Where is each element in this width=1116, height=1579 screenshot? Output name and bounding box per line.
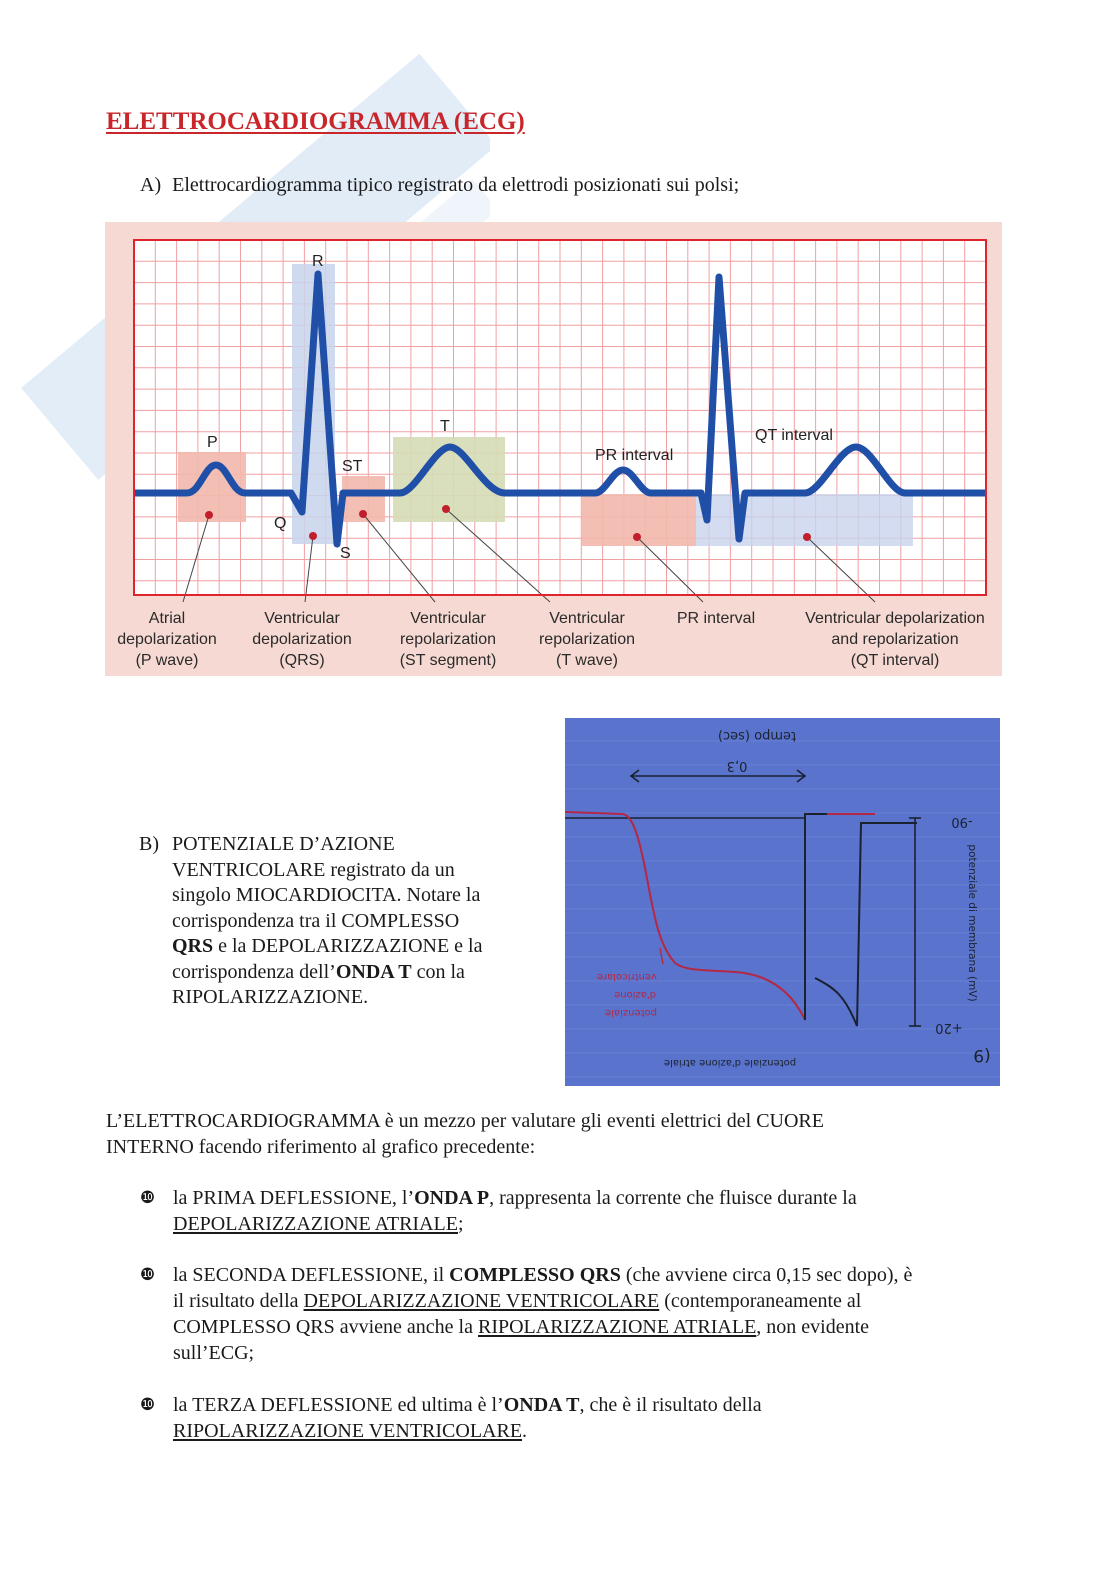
- label-r: R: [312, 253, 324, 270]
- ecg-caption-line: (QRS): [279, 652, 325, 669]
- text-line: [173, 1392, 1020, 1418]
- text-line: [172, 883, 532, 909]
- text-line: [172, 985, 532, 1011]
- ecg-diagram: [105, 222, 1002, 676]
- section-b-text: [172, 832, 532, 1011]
- bullet-item: [140, 1392, 1020, 1444]
- text-run: corrispondenza dell’: [172, 960, 336, 983]
- y-bottom-label: +20: [935, 1020, 963, 1035]
- ecg-caption-line: Ventricular: [549, 610, 625, 627]
- text-line: [173, 1262, 1020, 1288]
- intro-line-1: L’ELETTROCARDIOGRAMMA è un mezzo per valutare gli eventi elettrici del CUORE: [106, 1110, 824, 1132]
- ecg-caption-line: PR interval: [676, 610, 756, 627]
- section-a-marker: A): [140, 174, 162, 196]
- corner-label: (9: [973, 1045, 991, 1065]
- text-run: (che avviene circa 0,15 sec dopo), è: [620, 1264, 913, 1286]
- circled-ten-icon: ❿: [140, 1188, 156, 1208]
- label-qt-interval: QT interval: [755, 427, 833, 444]
- text-run: la PRIMA DEFLESSIONE, l’: [173, 1187, 415, 1209]
- bullet-text: [173, 1262, 1020, 1366]
- label-t: T: [440, 418, 450, 435]
- text-run: ;: [457, 1213, 464, 1235]
- y-axis-label: potenziale di membrana (mV): [966, 844, 978, 1002]
- text-run: il risultato della: [173, 1290, 304, 1312]
- ecg-caption-line: Atrial: [148, 610, 186, 627]
- curve-label-line-1: potenziale: [605, 1007, 657, 1018]
- text-run: (contemporaneamente al: [659, 1290, 862, 1312]
- text-run: .: [522, 1420, 528, 1442]
- ecg-caption-line: and repolarization: [831, 631, 959, 648]
- text-line: [173, 1288, 1020, 1314]
- bullet-item: [140, 1185, 1020, 1237]
- text-line: [172, 934, 532, 960]
- interval-label: 0,3: [726, 758, 748, 773]
- section-b-marker: B): [139, 833, 159, 855]
- label-st: ST: [342, 458, 363, 475]
- ecg-caption-line: depolarization: [117, 631, 217, 648]
- text-line: [173, 1340, 1020, 1366]
- page-title: ELETTROCARDIOGRAMMA (ECG): [106, 108, 525, 135]
- bullet-text: [173, 1392, 1020, 1444]
- label-pr-interval: PR interval: [595, 447, 674, 464]
- text-line: [172, 960, 532, 986]
- curve-label-line-2: d'azione: [614, 989, 656, 1000]
- text-run: VENTRICOLARE registrato da un: [172, 858, 455, 881]
- ecg-caption-line: (ST segment): [399, 652, 497, 669]
- text-line: [173, 1185, 1020, 1211]
- bold-term: COMPLESSO QRS: [449, 1264, 621, 1286]
- ecg-caption-line: repolarization: [399, 631, 497, 648]
- text-run: RIPOLARIZZAZIONE.: [172, 986, 369, 1008]
- text-line: [172, 909, 532, 935]
- text-run: la SECONDA DEFLESSIONE, il: [173, 1264, 450, 1286]
- text-run: singolo MIOCARDIOCITA. Notare la: [172, 884, 481, 906]
- bold-term: ONDA P: [414, 1187, 490, 1209]
- ecg-caption-line: Ventricular: [410, 610, 486, 627]
- circled-ten-icon: ❿: [140, 1265, 156, 1285]
- bullet-text: [173, 1185, 1020, 1237]
- text-run: COMPLESSO QRS avviene anche la: [173, 1316, 478, 1338]
- ecg-caption-line: repolarization: [538, 631, 636, 648]
- label-q: Q: [274, 515, 287, 532]
- text-line: [173, 1314, 1020, 1340]
- intro-paragraph: [106, 1108, 824, 1160]
- bold-term: QRS: [172, 935, 214, 957]
- underlined-term: DEPOLARIZZAZIONE ATRIALE: [173, 1213, 458, 1235]
- section-a-text: Elettrocardiogramma tipico registrato da elettrodi posizionati sui polsi;: [172, 174, 740, 196]
- bold-term: ONDA T: [503, 1394, 580, 1416]
- text-run: POTENZIALE D’AZIONE: [172, 833, 395, 855]
- section-a-heading: [140, 172, 739, 198]
- label-p: P: [207, 434, 218, 451]
- ecg-caption-line: (T wave): [556, 652, 618, 669]
- y-top-label: -90: [951, 814, 973, 829]
- bottom-label: potenziale d'azione atriale: [663, 1057, 797, 1068]
- text-line: [173, 1211, 1020, 1237]
- text-run: , rappresenta la corrente che fluisce durante la: [489, 1187, 857, 1209]
- text-run: e la DEPOLARIZZAZIONE e la: [213, 935, 483, 957]
- ecg-caption-line: Ventricular: [264, 610, 340, 627]
- text-run: sull’ECG;: [173, 1342, 255, 1364]
- text-line: [173, 1418, 1020, 1444]
- bold-term: ONDA T: [335, 960, 412, 983]
- action-potential-photo: [565, 718, 1000, 1086]
- underlined-term: DEPOLARIZZAZIONE VENTRICOLARE: [303, 1290, 660, 1312]
- ecg-caption-line: (QT interval): [850, 652, 940, 669]
- text-run: la TERZA DEFLESSIONE ed ultima è l’: [173, 1394, 504, 1416]
- time-label: tempo (sec): [717, 728, 797, 743]
- text-line: [172, 858, 532, 884]
- text-run: , che è il risultato della: [579, 1394, 762, 1416]
- text-run: corrispondenza tra il COMPLESSO: [172, 909, 460, 932]
- text-line: [172, 832, 532, 858]
- intro-line-2: INTERNO facendo riferimento al grafico precedente:: [106, 1136, 536, 1158]
- ecg-caption-line: depolarization: [252, 631, 352, 648]
- curve-label-line-3: ventricolare: [597, 971, 657, 982]
- ecg-caption-line: Ventricular depolarization: [805, 610, 985, 627]
- circled-ten-icon: ❿: [140, 1395, 156, 1415]
- underlined-term: RIPOLARIZZAZIONE ATRIALE: [477, 1316, 757, 1338]
- text-run: con la: [411, 960, 465, 983]
- bullet-item: [140, 1262, 1020, 1366]
- label-s: S: [340, 545, 351, 562]
- ecg-caption-line: (P wave): [135, 652, 199, 669]
- underlined-term: RIPOLARIZZAZIONE VENTRICOLARE: [173, 1420, 523, 1442]
- text-run: , non evidente: [756, 1316, 870, 1338]
